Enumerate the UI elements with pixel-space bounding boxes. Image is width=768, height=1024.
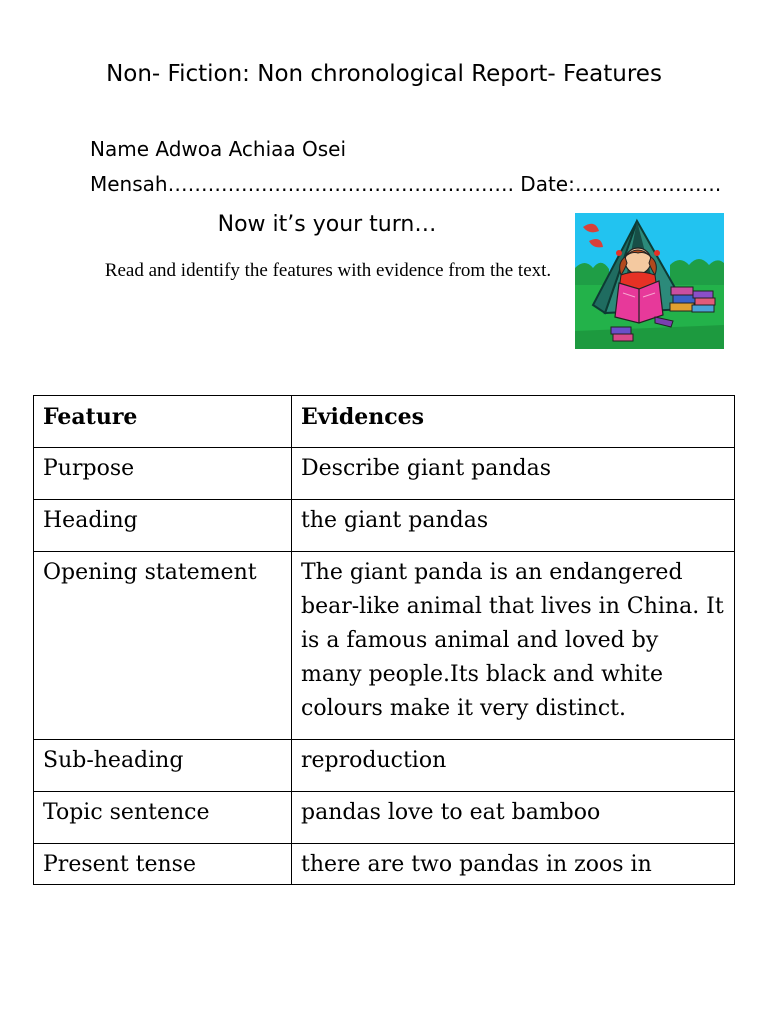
table-row (34, 844, 735, 885)
table-header-row (34, 396, 735, 448)
features-table (33, 395, 735, 885)
evidence-cell: pandas love to eat bamboo (292, 792, 735, 844)
student-name-line: Name Adwoa Achiaa Osei (90, 137, 347, 161)
table-row (34, 552, 735, 740)
evidence-cell: the giant pandas (292, 500, 735, 552)
evidence-cell: reproduction (292, 740, 735, 792)
feature-cell: Present tense (34, 844, 292, 885)
girl-reading-clipart (575, 213, 724, 349)
header-evidences: Evidences (292, 396, 735, 448)
feature-cell: Sub-heading (34, 740, 292, 792)
table-row (34, 792, 735, 844)
header-feature: Feature (34, 396, 292, 448)
feature-cell: Topic sentence (34, 792, 292, 844)
girl-reading-icon (575, 213, 724, 349)
page-title: Non- Fiction: Non chronological Report- Features (106, 61, 662, 87)
table-row (34, 500, 735, 552)
prompt-heading: Now it’s your turn… (217, 212, 437, 237)
evidence-cell: there are two pandas in zoos in (292, 844, 735, 885)
evidence-cell: Describe giant pandas (292, 448, 735, 500)
prompt-instructions: Read and identify the features with evidence from the text. (104, 260, 552, 281)
evidence-cell: The giant panda is an endangered bear-like animal that lives in China. It is a famous animal and loved by many people.Its black and white colours make it very distinct. (292, 552, 735, 740)
table-row (34, 740, 735, 792)
feature-cell: Heading (34, 500, 292, 552)
feature-cell: Purpose (34, 448, 292, 500)
table-row (34, 448, 735, 500)
student-name-date-line: Mensah……………………………………………. Date:…………………. (90, 172, 722, 196)
feature-cell: Opening statement (34, 552, 292, 740)
